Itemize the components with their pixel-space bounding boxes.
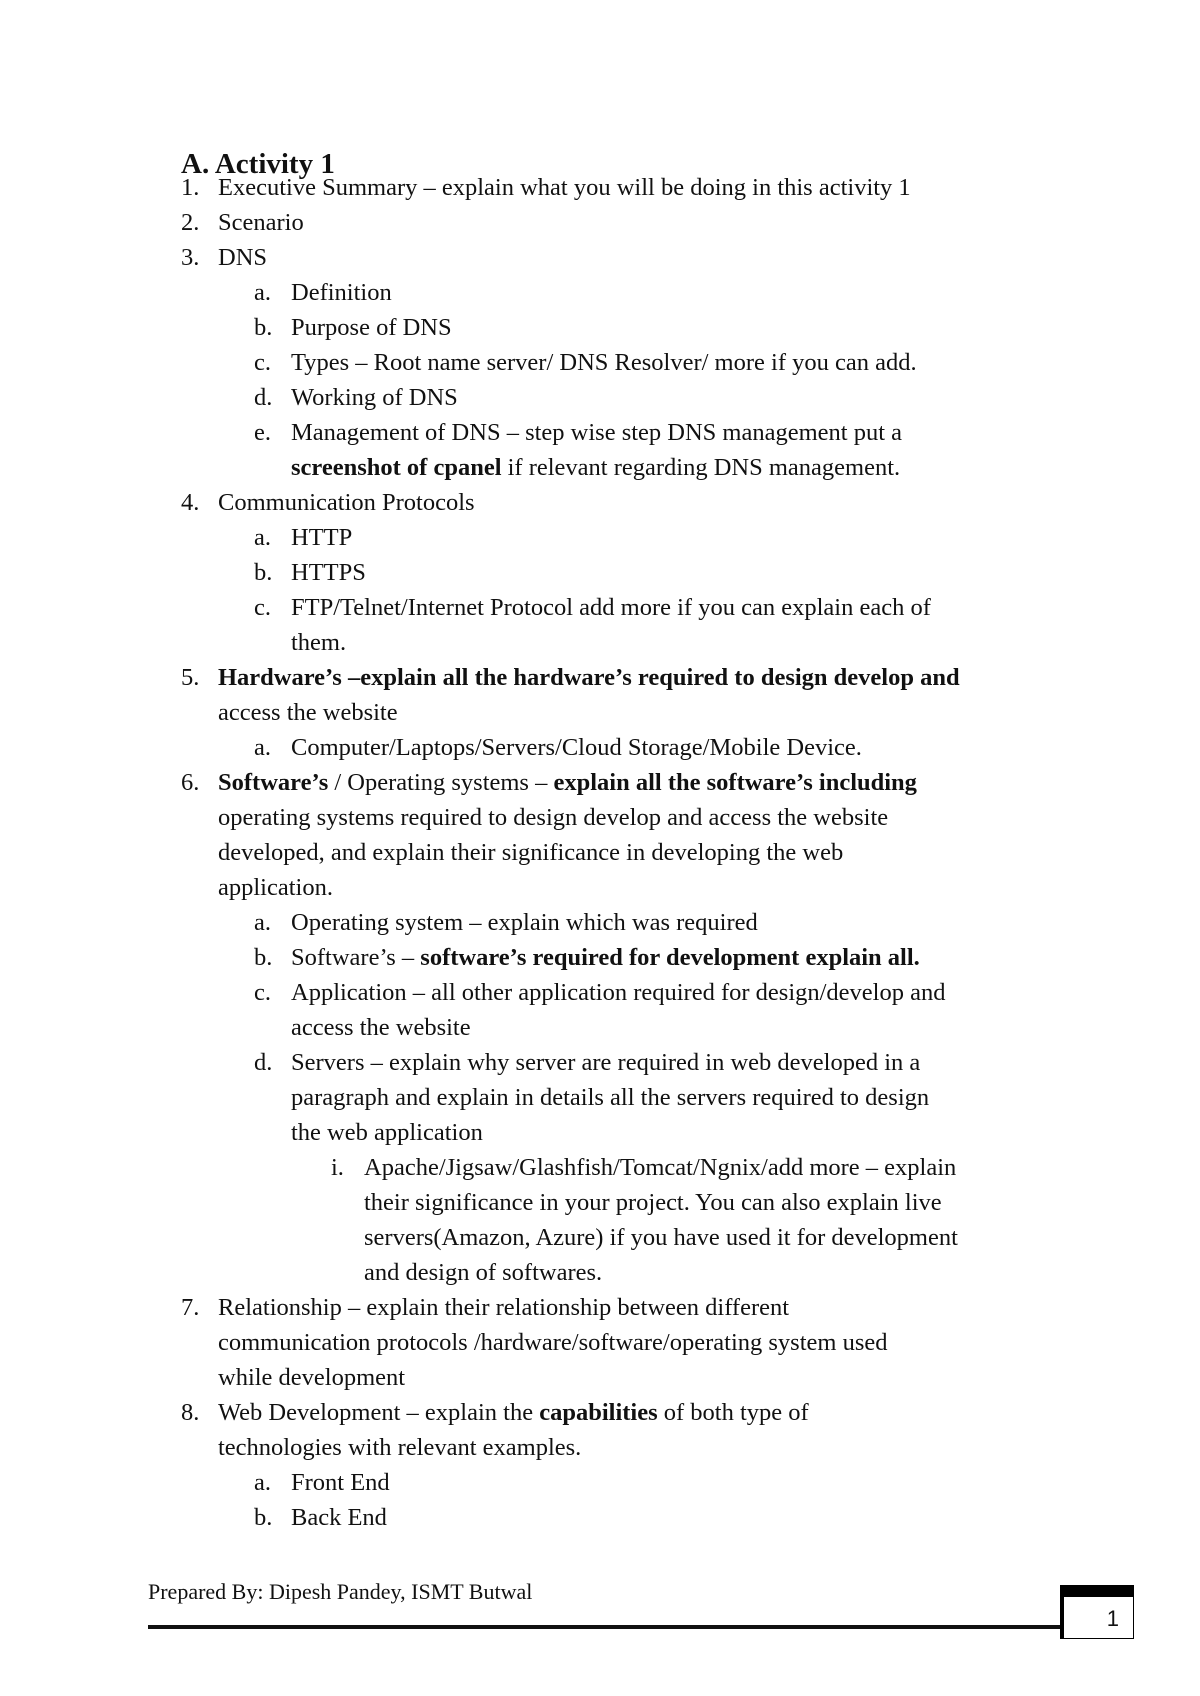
list-marker: b.	[254, 944, 273, 971]
sub-item-servers-continued: the web application	[291, 1119, 483, 1146]
list-marker: 6.	[181, 769, 200, 796]
list-marker: a.	[254, 734, 271, 761]
sub-item-application: Application – all other application required for design/develop and	[291, 979, 946, 1006]
sub-item-softwares	[291, 940, 920, 975]
list-item-relationship: Relationship – explain their relationship between different	[218, 1294, 790, 1321]
list-marker: b.	[254, 559, 273, 586]
sub-item-devices: Computer/Laptops/Servers/Cloud Storage/Mobile Device.	[291, 734, 862, 761]
sub-item-operating-system: Operating system – explain which was required	[291, 909, 758, 936]
sub-item-definition: Definition	[291, 279, 392, 306]
list-marker: 2.	[181, 209, 200, 236]
page-number: 1	[1106, 1606, 1119, 1631]
sub-sub-item-web-servers-continued: servers(Amazon, Azure) if you have used it for development	[364, 1224, 958, 1251]
list-marker: a.	[254, 524, 271, 551]
list-item-software-continued: developed, and explain their significance in developing the web	[218, 839, 844, 866]
list-marker: 1.	[181, 174, 200, 201]
footer-divider	[148, 1625, 1068, 1629]
list-marker: 7.	[181, 1294, 200, 1321]
list-marker: d.	[254, 384, 273, 411]
bold-text: software’s required for development explain all.	[420, 944, 920, 971]
sub-item-application-continued: access the website	[291, 1014, 471, 1041]
list-item-hardware-continued: access the website	[218, 699, 398, 726]
list-item-dns: DNS	[218, 244, 268, 271]
list-marker: b.	[254, 314, 273, 341]
list-marker: 5.	[181, 664, 200, 691]
list-marker: d.	[254, 1049, 273, 1076]
list-marker: 4.	[181, 489, 200, 516]
bold-text: screenshot of cpanel	[291, 454, 502, 481]
bold-text: capabilities	[539, 1399, 658, 1426]
list-marker: a.	[254, 1469, 271, 1496]
sub-item-front-end: Front End	[291, 1469, 390, 1496]
sub-item-http: HTTP	[291, 524, 353, 551]
page-number-box-inner	[1064, 1597, 1133, 1638]
sub-sub-item-web-servers-continued: and design of softwares.	[364, 1259, 603, 1286]
plain-text: / Operating systems –	[328, 769, 554, 796]
list-item-software-continued: application.	[218, 874, 333, 901]
list-marker: 8.	[181, 1399, 200, 1426]
list-marker: e.	[254, 419, 271, 446]
list-item-communication-protocols: Communication Protocols	[218, 489, 475, 516]
list-marker: c.	[254, 979, 271, 1006]
list-item-relationship-continued: communication protocols /hardware/software/operating system used	[218, 1329, 888, 1356]
list-marker: c.	[254, 594, 271, 621]
page-number-box	[1060, 1585, 1134, 1639]
sub-item-working-of-dns: Working of DNS	[291, 384, 458, 411]
list-marker: 3.	[181, 244, 200, 271]
list-item-software	[218, 765, 917, 800]
footer-prepared-by: Prepared By: Dipesh Pandey, ISMT Butwal	[148, 1579, 533, 1604]
sub-sub-item-web-servers: Apache/Jigsaw/Glashfish/Tomcat/Ngnix/add more – explain	[364, 1154, 957, 1181]
sub-item-ftp-continued: them.	[291, 629, 347, 656]
list-item-software-continued: operating systems required to design develop and access the website	[218, 804, 889, 831]
list-item-web-development-continued: technologies with relevant examples.	[218, 1434, 582, 1461]
section-heading: A. Activity 1	[181, 148, 335, 180]
list-item-hardware: Hardware’s –explain all the hardware’s required to design develop and	[218, 664, 960, 691]
continued-text: if relevant regarding DNS management.	[501, 454, 901, 481]
list-marker: i.	[331, 1154, 344, 1181]
list-item-executive-summary: Executive Summary – explain what you will be doing in this activity 1	[218, 174, 911, 201]
sub-item-management-continued	[291, 450, 900, 485]
list-item-scenario: Scenario	[218, 209, 304, 236]
sub-item-servers-continued: paragraph and explain in details all the servers required to design	[291, 1084, 930, 1111]
sub-item-back-end: Back End	[291, 1504, 387, 1531]
list-marker: c.	[254, 349, 271, 376]
plain-text: Web Development – explain the	[218, 1399, 540, 1426]
sub-sub-item-web-servers-continued: their significance in your project. You can also explain live	[364, 1189, 942, 1216]
sub-item-types: Types – Root name server/ DNS Resolver/ more if you can add.	[291, 349, 917, 376]
list-item-relationship-continued: while development	[218, 1364, 406, 1391]
list-item-web-development	[218, 1395, 809, 1430]
sub-item-management-of-dns: Management of DNS – step wise step DNS management put a	[291, 419, 903, 446]
plain-text: Software’s –	[291, 944, 421, 971]
sub-item-purpose-of-dns: Purpose of DNS	[291, 314, 452, 341]
list-marker: b.	[254, 1504, 273, 1531]
bold-text: explain all the software’s including	[553, 769, 917, 796]
sub-item-ftp-telnet: FTP/Telnet/Internet Protocol add more if you can explain each of	[291, 594, 931, 621]
bold-text: Software’s	[218, 769, 329, 796]
list-marker: a.	[254, 909, 271, 936]
plain-text: of both type of	[657, 1399, 809, 1426]
list-marker: a.	[254, 279, 271, 306]
sub-item-servers: Servers – explain why server are required in web developed in a	[291, 1049, 921, 1076]
sub-item-https: HTTPS	[291, 559, 366, 586]
